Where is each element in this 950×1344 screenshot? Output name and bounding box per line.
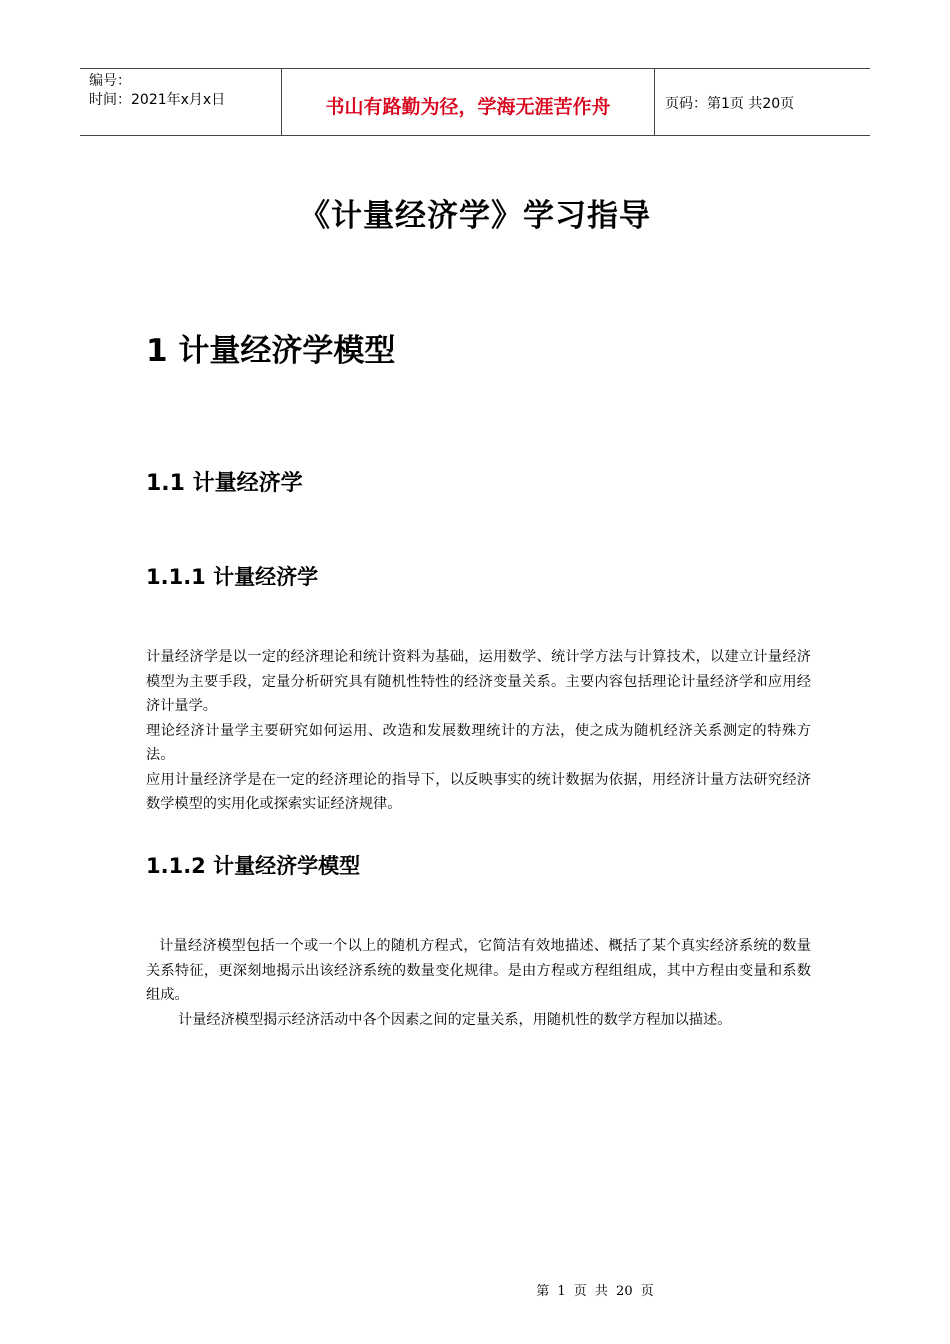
document-title: 《计量经济学》学习指导 [299, 198, 651, 234]
page-footer: 第 1 页 共 20 页 [536, 1284, 654, 1299]
subsection-heading-1: 1.1.1 计量经济学 [146, 565, 319, 589]
header-motto: 书山有路勤为径，学海无涯苦作舟 [281, 69, 655, 135]
paragraph: 计量经济学是以一定的经济理论和统计资料为基础，运用数学、统计学方法与计算技术，以建立计量经济模型为主要手段，定量分析研究具有随机性特性的经济变量关系。主要内容包括理论计量经济学和应用经济计量学。 [146, 649, 811, 714]
paragraph: 应用计量经济学是在一定的经济理论的指导下，以反映事实的统计数据为依据，用经济计量方法研究经济数学模型的实用化或探索实证经济规律。 [146, 771, 811, 812]
serial-number-label: 编号： [89, 73, 131, 89]
time-label: 时间：2021年x月x日 [89, 92, 226, 108]
header-page-info: 页码：第1页 共20页 [665, 96, 795, 112]
header-meta-cell [80, 69, 281, 135]
subsection-1-body [146, 645, 811, 817]
paragraph: 理论经济计量学主要研究如何运用、改造和发展数理统计的方法，使之成为随机经济关系测定的特殊方法。 [146, 722, 811, 763]
chapter-heading: 1 计量经济学模型 [146, 333, 396, 369]
section-heading: 1.1 计量经济学 [146, 471, 303, 496]
subsection-2-body [146, 934, 811, 1032]
page-header [80, 68, 870, 136]
paragraph: 计量经济模型揭示经济活动中各个因素之间的定量关系，用随机性的数学方程加以描述。 [178, 1011, 732, 1028]
paragraph: 计量经济模型包括一个或一个以上的随机方程式，它简洁有效地描述、概括了某个真实经济系统的数量关系特征，更深刻地揭示出该经济系统的数量变化规律。是由方程或方程组组成，其中方程由变量和系数组成。 [146, 938, 811, 1003]
subsection-heading-2: 1.1.2 计量经济学模型 [146, 854, 361, 878]
